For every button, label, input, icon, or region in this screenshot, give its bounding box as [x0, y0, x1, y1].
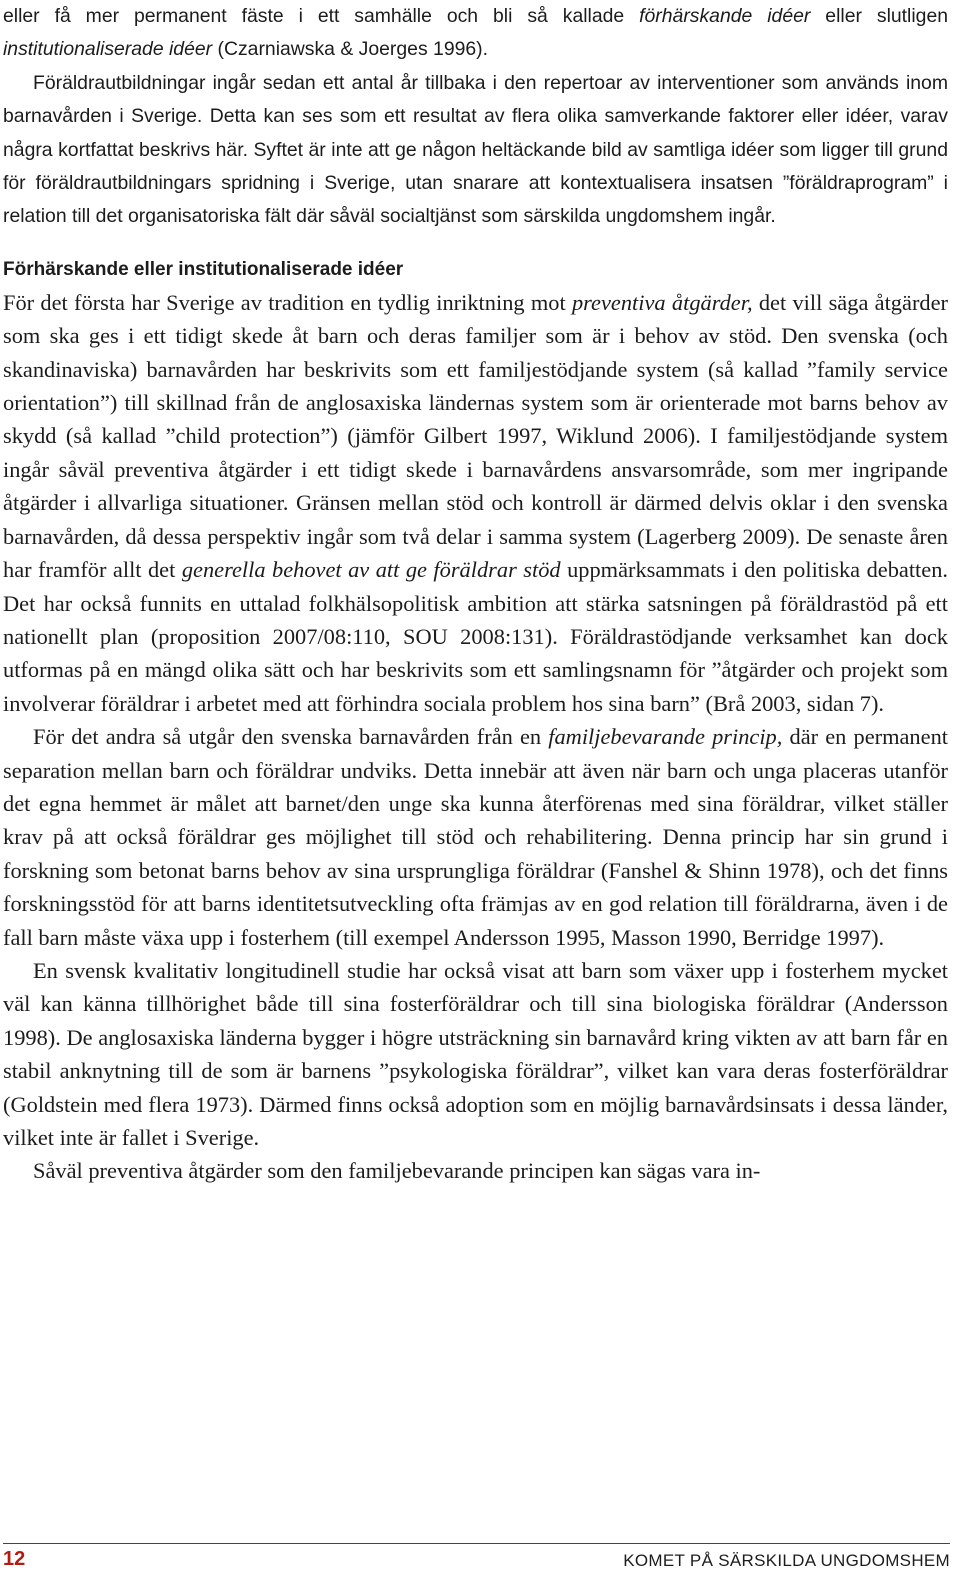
section-paragraph-4: Såväl preventiva åtgärder som den familjebevarande principen kan sägas vara in-	[33, 1158, 761, 1184]
intro-paragraph-2: Föräldrautbildningar ingår sedan ett antal år tillbaka i den repertoar av interventioner som används inom barnavården i Sverige. Detta kan ses som ett resultat av flera olika samverkande faktorer eller idéer, varav några kortfattat beskrivs här. Syftet är inte att ge någon heltäckande bild av samtliga idéer som ligger till grund för föräldrautbildningars spridning i Sverige, utan snarare att kontextualisera insatsen ”föräldraprogram” i relation till det organisatoriska fält där såväl socialtjänst som särskilda ungdomshem ingår.	[3, 71, 948, 228]
italic-term: förhärskande idéer	[639, 5, 811, 27]
section-paragraph-3: En svensk kvalitativ longitudinell studie har också visat att barn som växer upp i fosterhem mycket väl kan känna tillhörighet både till sina fosterföräldrar och till sina biologiska föräldrar (Andersson 1998). De anglosaxiska länderna bygger i högre utsträckning sin barnavård kring vikten av att barn får en stabil anknytning till de som är barnens ”psykologiska föräldrar”, vilket kan vara deras fosterföräldrar (Goldstein med flera 1973). Därmed finns också adoption som en möjlig barnavårdsinsats i dessa länder, vilket inte är fallet i Sverige.	[3, 957, 948, 1150]
section-paragraph-1: För det första har Sverige av tradition en tydlig inriktning mot preventiva åtgärder, det vill säga åtgärder som ska ges i ett tidigt skede åt barn och deras familjer som är i behov av stöd. Den svenska (och skandinaviska) barnavården har beskrivits som ett familjestödjande system (så kallad ”family service orientation”) till skillnad från de anglosaxiska ländernas system som är orienterade mot barns behov av skydd (så kallad ”child protection”) (jämför Gilbert 1997, Wiklund 2006). I familjestödjande system ingår såväl preventiva åtgärder i ett tidigt skede i barnavårdens ansvarsområde, som mer ingripande åtgärder i allvarliga situationer. Gränsen mellan stöd och kontroll är därmed delvis oklar i den svenska barnavården, då dessa perspektiv ingår som två delar i samma system (Lagerberg 2009). De senaste åren har framför allt det generella behovet av att ge föräldrar stöd uppmärksammats i den politiska debatten. Det har också funnits en uttalad folkhälsopolitisk ambition att stärka satsningen på föräldrastöd på ett nationellt plan (proposition 2007/08:110, SOU 2008:131). Föräldrastödjande verksamhet kan dock utformas på en mängd olika sätt och har beskrivits som ett samlingsnamn för ”åtgärder och projekt som involverar föräldrar i arbetet med att förhindra sociala problem hos sina barn” (Brå 2003, sidan 7).	[3, 289, 949, 716]
footer-divider	[3, 1543, 950, 1544]
italic-term: generella behovet av att ge föräldrar stöd	[181, 557, 561, 583]
page-number: 12	[3, 1548, 26, 1570]
section-paragraph-2: För det andra så utgår den svenska barnavården från en familjebevarande princip, där en permanent separation mellan barn och föräldrar undviks. Detta innebär att även när barn och unga placeras utanför det egna hemmet är målet att barnet/den unge ska kunna återförenas med sina föräldrar, vilket ställer krav på att också föräldrar ges möjlighet till stöd och rehabilitering. Denna princip har sin grund i forskning som betonat barns behov av sina ursprungliga föräldrar (Fanshel & Shinn 1978), och det finns forskningsstöd för att barns identitetsutveckling ofta främjas av en god relation till föräldrarna, även i de fall barn måste växa upp i fosterhem (till exempel Andersson 1995, Masson 1990, Berridge 1997).	[3, 724, 948, 950]
intro-paragraph-1: eller få mer permanent fäste i ett samhälle och bli så kallade förhärskande idéer eller slutligen institutionaliserade idéer (Czarniawska & Joerges 1996).	[3, 5, 949, 61]
italic-term: familjebevarande princip,	[548, 724, 783, 750]
section-heading: Förhärskande eller institutionaliserade idéer	[3, 258, 404, 280]
italic-term: institutionaliserade idéer	[3, 38, 213, 61]
italic-term: preventiva åtgärder,	[571, 289, 753, 315]
body-text	[3, 0, 948, 1188]
running-head: KOMET PÅ SÄRSKILDA UNGDOMSHEM	[623, 1551, 950, 1570]
